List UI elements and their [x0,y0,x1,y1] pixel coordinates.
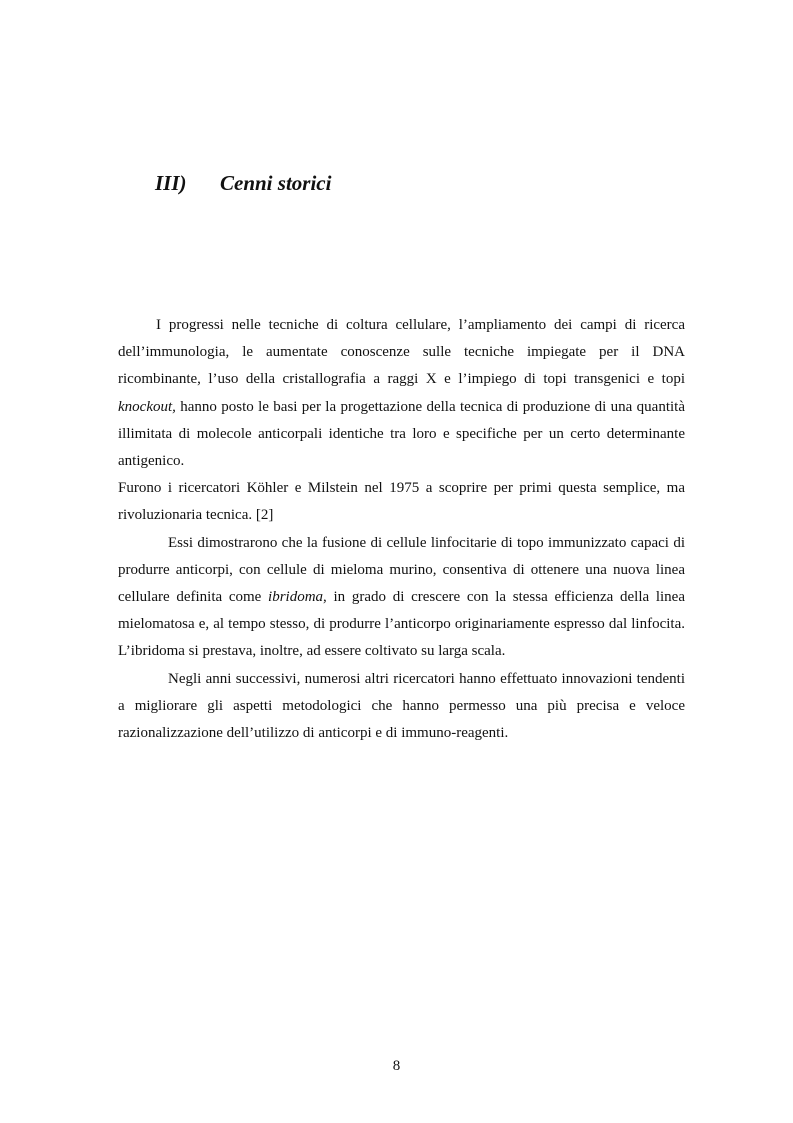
paragraph-intro [118,312,685,475]
paragraph-hybridoma-text-end: , in grado di crescere con la stessa efficienza della linea mielomatosa e, al tempo stesso, di produrre l’anticorpo originariamente espresso dal linfocita. L’ibridoma si prestava, inoltre, ad essere coltivato su larga scala. [118,589,685,660]
emphasis-ibridoma: ibridoma [268,589,324,606]
paragraph-hybridoma [118,530,685,666]
section-number: III) [155,171,187,195]
paragraph-hybridoma-text-start: Essi dimostrarono che la fusione di cellule linfocitarie di topo immunizzato capaci di produrre anticorpi, con cellule di mieloma murino, consentiva di ottenere una nuova linea cellulare definita come [118,534,685,606]
paragraph-discovery: Furono i ricercatori Köhler e Milstein nel 1975 a scoprire per primi questa semplice, ma rivoluzionaria tecnica. [2] [118,480,685,524]
emphasis-knockout: knockout, [118,398,176,415]
section-title: Cenni storici [220,171,332,195]
paragraph-later-years: Negli anni successivi, numerosi altri ricercatori hanno effettuato innovazioni tendenti a migliorare gli aspetti metodologici che hanno permesso una più precisa e veloce razionalizzazione dell’utilizzo di anticorpi e di immuno-reagenti. [118,670,685,742]
body-text [118,312,685,747]
paragraph-intro-text-start: I progressi nelle tecniche di coltura cellulare, l’ampliamento dei campi di ricerca dell’immunologia, le aumentate conoscenze sulle tecniche impiegate per il DNA ricombinante, l’uso della cristallografia a raggi X e l’impiego di topi transgenici e topi [118,317,685,388]
page-number: 8 [392,1058,401,1074]
section-heading [155,170,331,196]
paragraph-intro-text-end: hanno posto le basi per la progettazione della tecnica di produzione di una quantità illimitata di molecole anticorpali identiche tra loro e specifiche per un certo determinante antigenico. [118,398,685,470]
